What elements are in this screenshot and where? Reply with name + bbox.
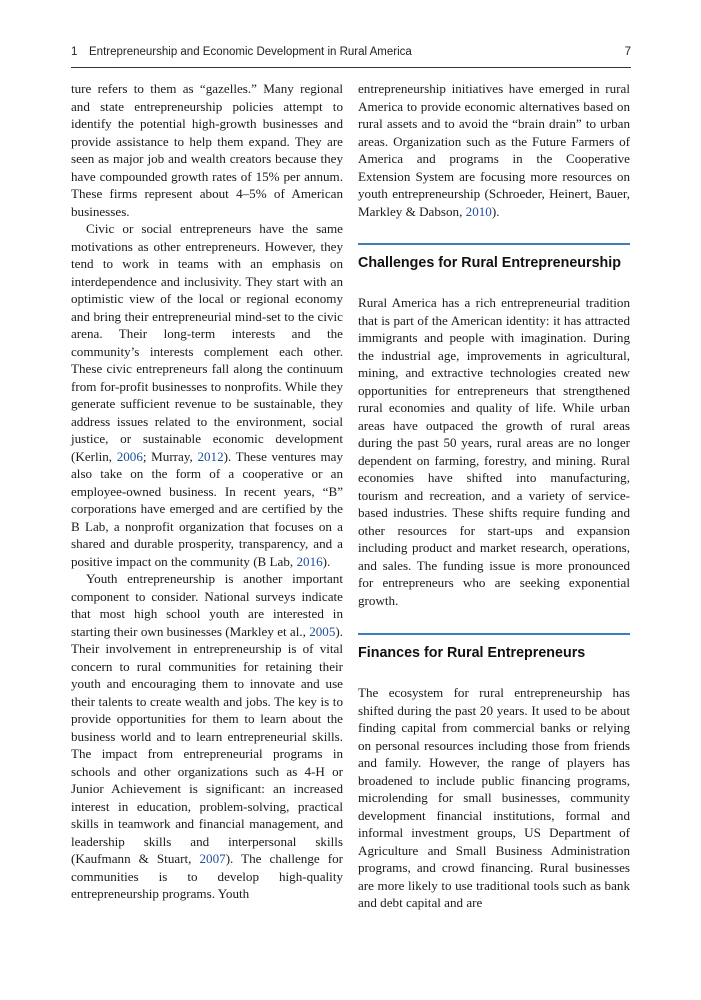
paragraph-challenges: Rural America has a rich entrepreneurial tradition that is part of the American identity: it has attracted immigrants and people with imagination. During the industrial age, improvements in agricultural, mining, and extractive technologies created new opportunities for entrepreneurs that strengthened rural economies and quality of life. While urban areas have outpaced the growth of rural areas during the past 50 years, rural areas are no longer dependent on farming, forestry, and mining. Rural economies have shifted into manufacturing, tourism and recreation, and a variety of service-based industries. These shifts require funding and other resources for start-ups and expansion including product and market research, operations, and sales. The funding issue is more pronounced for entrepreneurs who are seeking exponential growth.	[358, 295, 630, 608]
left-column	[71, 80, 343, 903]
right-column	[358, 80, 630, 912]
citation-schroeder-2010[interactable]: 2010	[465, 203, 492, 219]
section-rule	[358, 243, 630, 245]
citation-markley-2005[interactable]: 2005	[309, 623, 336, 639]
section-heading-challenges: Challenges for Rural Entrepreneurship	[358, 255, 621, 271]
chapter-number: 1	[71, 46, 78, 58]
citation-murray-2012[interactable]: 2012	[197, 448, 224, 464]
text-run: Youth entrepreneurship is another important component to consider. National surveys indicate that most high school youth are interested in starting their own businesses (Markley et al.,	[71, 571, 343, 639]
section-heading-finances: Finances for Rural Entrepreneurs	[358, 645, 586, 661]
text-run: ).	[491, 203, 500, 219]
paragraph-finances: The ecosystem for rural entrepreneurship has shifted during the past 20 years. It used to be about finding capital from commercial banks or relying on personal resources including those from friends and family. However, the range of players has broadened to include public financing programs, microlending for small businesses, community development financial institutions, formal and informal investment groups, US Department of Agriculture and Small Business Administration programs, and crowd financing. Rural businesses are more likely to use traditional tools such as bank and debt capital and are	[358, 685, 630, 910]
text-run: Civic or social entrepreneurs have the same motivations as other entrepreneurs. However, they tend to work in teams with an emphasis on interdependence and inclusivity. They start with an optimistic view of the local or regional economy and bring their entrepreneurial mind-set to the civic arena. Their long-term interests and the community’s interests complement each other. These civic entrepreneurs fall along the continuum from for-profit businesses to nonprofits. While they generate sufficient revenue to be sustainable, they address issues related to the environment, social justice, or sustainable economic development (Kerlin,	[71, 221, 343, 464]
text-run: ). These ventures may also take on the form of a cooperative or an employee-owned business. In recent years, “B” corporations have emerged and are certified by the B Lab, a nonprofit organization that focuses on a shared and durable prosperity, transparency, and a positive impact on the community (B Lab,	[71, 448, 343, 569]
header-rule	[71, 67, 631, 68]
citation-kerlin-2006[interactable]: 2006	[116, 448, 143, 464]
paragraph-youth-entrepreneurship	[71, 570, 343, 903]
citation-blab-2016[interactable]: 2016	[296, 553, 323, 569]
paragraph-gazelles: ture refers to them as “gazelles.” Many regional and state entrepreneurship policies attempt to identify the potential high-growth businesses and provide assistance to help them expand. They are seen as major job and wealth creators because they have compounded growth rates of 15% per annum. These firms represent about 4–5% of American businesses.	[71, 81, 343, 219]
text-run: ).	[322, 553, 331, 569]
text-run: ). The challenge for communities is to develop high-quality entrepreneurship programs. Youth	[71, 851, 343, 901]
section-rule	[358, 633, 630, 635]
citation-kaufmann-2007[interactable]: 2007	[199, 851, 226, 866]
text-run: ; Murray,	[142, 448, 198, 464]
running-title: Entrepreneurship and Economic Development in Rural America	[89, 46, 412, 58]
running-header	[71, 46, 631, 66]
paragraph-youth-initiatives	[358, 80, 630, 220]
page-number: 7	[624, 46, 631, 58]
text-run: entrepreneurship initiatives have emerged in rural America to provide economic alternatives based on rural assets and to avoid the “brain drain” to urban areas. Organization such as the Future Farmers of America and programs in the Cooperative Extension System are focusing more resources on youth entrepreneurship (Schroeder, Heinert, Bauer, Markley & Dabson,	[358, 81, 630, 219]
paragraph-civic-entrepreneurs	[71, 220, 343, 570]
text-run: ). Their involvement in entrepreneurship is of vital concern to rural communities for retaining their youth and encouraging them to innovate and use their talents to create wealth and jobs. The key is to provide opportunities for them to learn about the business world and to learn entrepreneurial skills. The impact from entrepreneurial programs in schools and other organizations such as 4-H or Junior Achievement is significant: an increased interest in education, problem-solving, practical skills in teamwork and financial management, and leadership skills and interpersonal skills (Kaufmann & Stuart,	[71, 623, 344, 866]
